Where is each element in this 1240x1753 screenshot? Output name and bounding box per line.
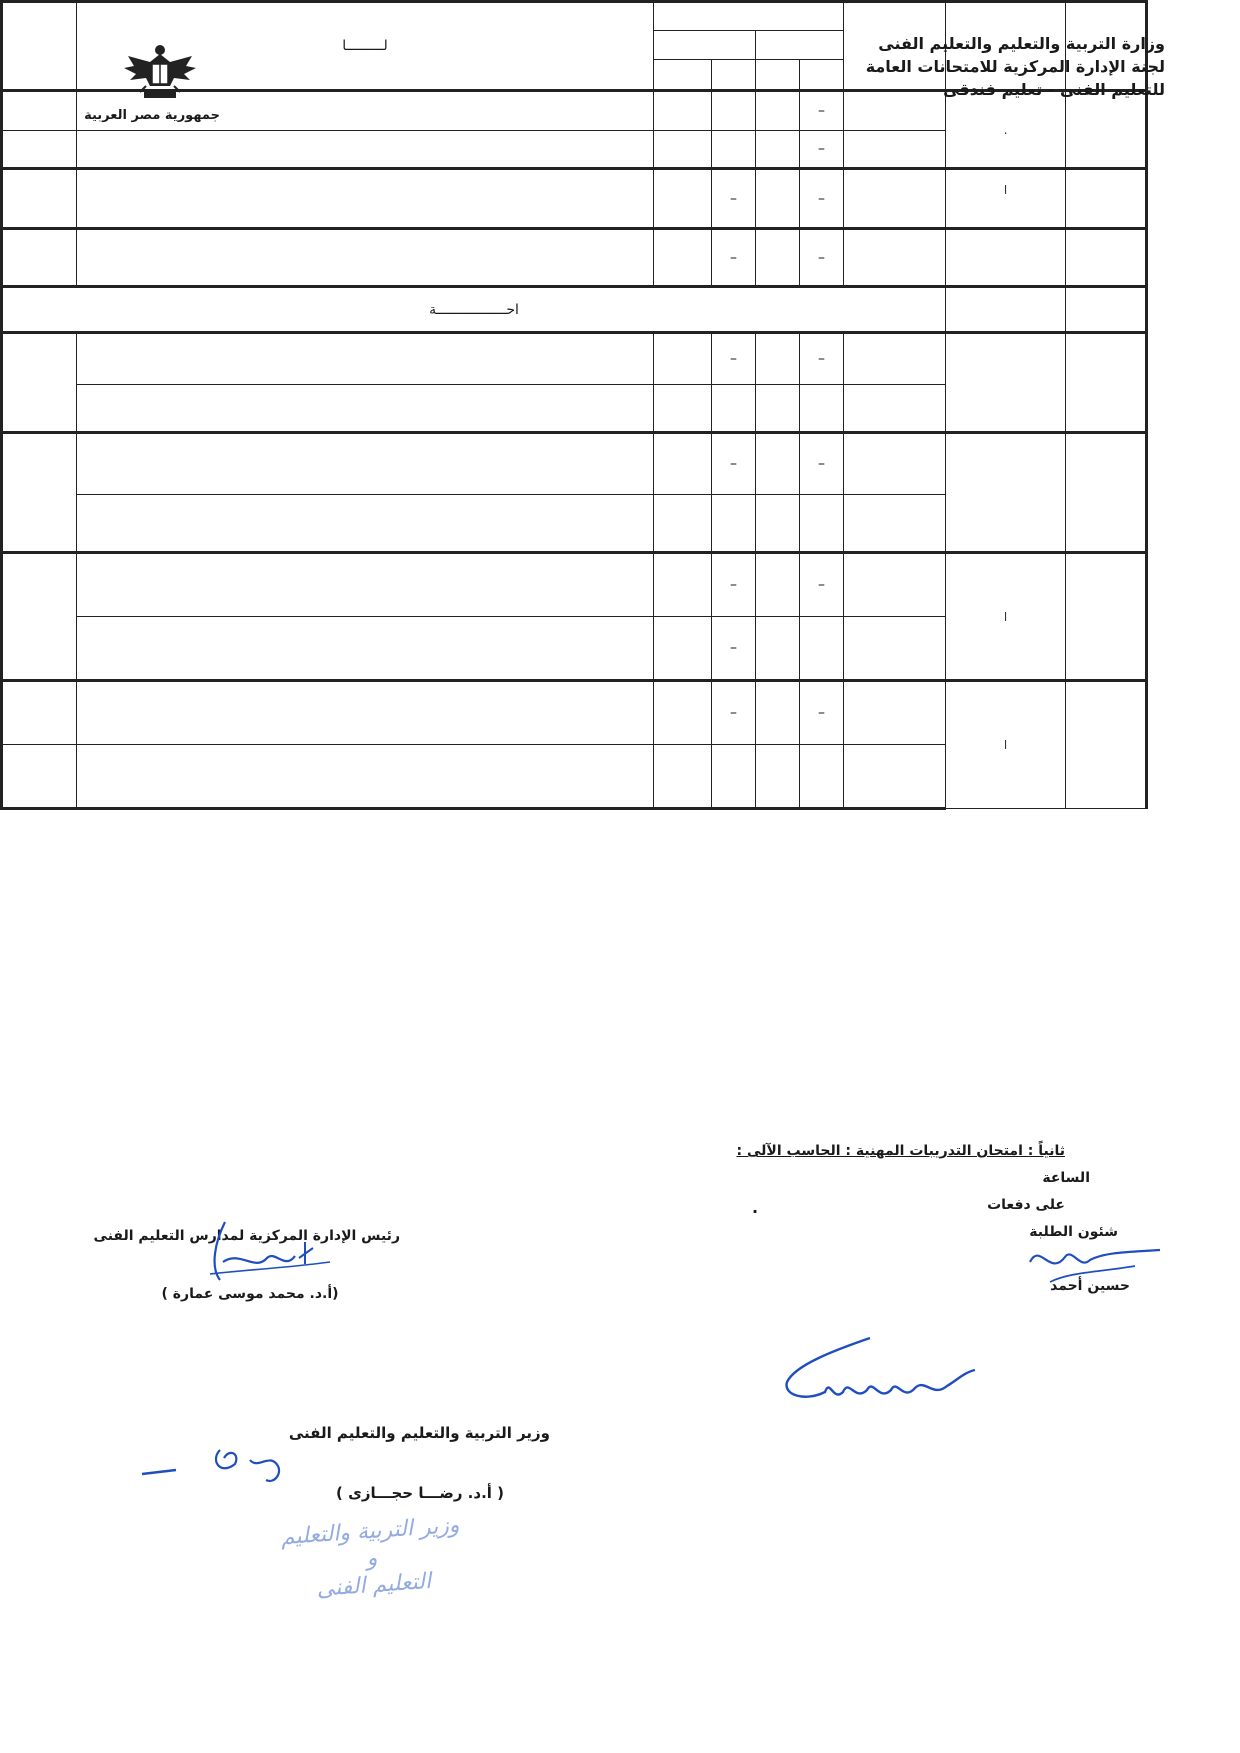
row-mark: ا xyxy=(1003,738,1008,752)
time-cell xyxy=(654,617,712,681)
time-cell xyxy=(756,333,800,385)
time-cell xyxy=(654,333,712,385)
time-cell xyxy=(712,495,756,553)
stamp-line: التعليم الفنى xyxy=(315,1568,432,1602)
time-cell xyxy=(654,229,712,287)
break-label-cell xyxy=(2,287,946,333)
time-cell xyxy=(654,745,712,809)
header-cell xyxy=(654,60,712,91)
dash-mark: – xyxy=(730,640,737,656)
time-cell xyxy=(654,385,712,433)
time-cell xyxy=(654,433,712,495)
header-cell-to xyxy=(654,31,756,60)
row-mark: ا xyxy=(1003,609,1008,624)
duration-cell xyxy=(844,433,946,495)
time-cell xyxy=(800,433,844,495)
letterhead xyxy=(835,32,1165,101)
time-cell xyxy=(800,385,844,433)
time-cell xyxy=(756,681,800,745)
time-cell xyxy=(800,745,844,809)
student-affairs-label: شئون الطلبة xyxy=(1029,1224,1118,1240)
date-cell xyxy=(946,553,1066,681)
time-cell xyxy=(712,745,756,809)
table-row xyxy=(2,229,1147,287)
subject-cell xyxy=(77,745,654,809)
table-row xyxy=(2,553,1147,617)
row-number-cell xyxy=(2,745,77,809)
hours-label: الساعة xyxy=(1042,1170,1090,1186)
time-cell xyxy=(712,131,756,169)
central-head-signature xyxy=(195,1212,345,1292)
row-mark: ا xyxy=(1003,183,1008,197)
time-cell xyxy=(654,681,712,745)
break-row xyxy=(2,287,1147,333)
date-cell xyxy=(946,287,1066,333)
time-cell xyxy=(800,131,844,169)
time-cell xyxy=(756,617,800,681)
header-cell xyxy=(756,60,800,91)
day-cell xyxy=(1066,433,1147,553)
day-cell xyxy=(1066,169,1147,229)
row-number-cell xyxy=(2,681,77,745)
time-cell xyxy=(800,553,844,617)
central-head-title: رئيس الإدارة المركزية لمدارس التعليم الفنى xyxy=(93,1228,400,1244)
time-cell xyxy=(756,91,800,131)
eagle-emblem xyxy=(84,42,220,123)
dash-mark: – xyxy=(818,705,825,721)
break-label: احـــــــــــــــــة xyxy=(429,301,519,318)
time-cell xyxy=(712,433,756,495)
time-cell xyxy=(756,131,800,169)
date-cell xyxy=(946,681,1066,809)
central-head-name: (أ.د. محمد موسى عمارة ) xyxy=(161,1286,339,1302)
time-cell xyxy=(654,131,712,169)
time-cell xyxy=(712,333,756,385)
duration-cell xyxy=(844,495,946,553)
row-number-cell xyxy=(2,169,77,229)
time-cell xyxy=(800,617,844,681)
stamp-line: وزير التربية والتعليم xyxy=(279,1512,461,1551)
row-number-cell xyxy=(2,553,77,681)
time-cell xyxy=(756,745,800,809)
row-number-cell xyxy=(2,433,77,553)
day-cell xyxy=(1066,287,1147,333)
time-cell xyxy=(712,169,756,229)
time-cell xyxy=(712,91,756,131)
minister-name: ( أ.د. رضـــا حجـــازى ) xyxy=(336,1484,504,1502)
dash-mark: – xyxy=(818,351,825,367)
emblem-caption: جمهورية مصر العربية xyxy=(84,108,220,123)
day-cell xyxy=(1066,91,1147,169)
row-mark: . xyxy=(1003,122,1008,137)
date-cell xyxy=(946,91,1066,169)
dot-mark: . xyxy=(752,1198,759,1217)
time-cell xyxy=(800,495,844,553)
time-cell xyxy=(712,681,756,745)
date-cell xyxy=(946,333,1066,433)
header-cell-number xyxy=(2,2,77,91)
duration-cell xyxy=(844,681,946,745)
header-cell-time xyxy=(654,2,844,31)
section-two-title-text: ثانياً : امتحان التدريبات المهنية : الحاسب الآلى : xyxy=(736,1143,1065,1159)
subject-cell xyxy=(77,495,654,553)
table-row xyxy=(2,333,1147,385)
day-cell xyxy=(1066,229,1147,287)
large-signature xyxy=(775,1330,995,1425)
duration-cell xyxy=(844,229,946,287)
dash-mark: – xyxy=(818,141,825,157)
duration-cell xyxy=(844,333,946,385)
dash-mark: – xyxy=(730,190,737,207)
time-cell xyxy=(712,385,756,433)
time-cell xyxy=(756,229,800,287)
subject-cell xyxy=(77,131,654,169)
subject-cell xyxy=(77,333,654,385)
day-cell xyxy=(1066,553,1147,681)
dash-mark: – xyxy=(730,456,737,472)
committee-name: لجنة الإدارة المركزية للامتحانات العامة xyxy=(865,57,1165,76)
table-row xyxy=(2,681,1147,745)
dash-mark: – xyxy=(730,705,737,721)
header-cell xyxy=(712,60,756,91)
date-cell xyxy=(946,229,1066,287)
duration-cell xyxy=(844,553,946,617)
time-cell xyxy=(756,169,800,229)
subject-cell xyxy=(77,553,654,617)
minister-stamp xyxy=(259,1504,485,1613)
time-cell xyxy=(712,229,756,287)
subject-cell xyxy=(77,229,654,287)
row-number-cell xyxy=(2,91,77,131)
minister-signature xyxy=(140,1440,300,1495)
time-cell xyxy=(800,229,844,287)
time-cell xyxy=(800,333,844,385)
time-cell xyxy=(654,495,712,553)
row-number-cell xyxy=(2,131,77,169)
day-cell xyxy=(1066,333,1147,433)
subject-cell xyxy=(77,617,654,681)
header-cell-from xyxy=(756,31,844,60)
subject-cell xyxy=(77,385,654,433)
duration-cell xyxy=(844,745,946,809)
time-cell xyxy=(654,169,712,229)
time-cell xyxy=(800,169,844,229)
dash-mark: – xyxy=(730,577,737,593)
batches-label: على دفعات xyxy=(987,1197,1065,1213)
stamp-line: و xyxy=(365,1545,379,1572)
time-cell xyxy=(756,495,800,553)
eagle-icon xyxy=(120,42,200,104)
row-number-cell xyxy=(2,229,77,287)
minister-title: وزير التربية والتعليم والتعليم الفنى xyxy=(288,1424,550,1442)
header-label: لـــــــــا xyxy=(342,38,388,54)
table-row xyxy=(2,433,1147,495)
duration-cell xyxy=(844,169,946,229)
branch-name: للتعليم الفنى - تعليم فندقى xyxy=(943,80,1165,99)
dash-mark: – xyxy=(730,249,737,266)
duration-cell xyxy=(844,385,946,433)
subject-cell xyxy=(77,433,654,495)
duration-cell xyxy=(844,131,946,169)
day-cell xyxy=(1066,681,1147,809)
time-cell xyxy=(756,385,800,433)
dash-mark: – xyxy=(818,190,825,207)
subject-cell xyxy=(77,169,654,229)
dash-mark: – xyxy=(818,103,825,119)
dash-mark: – xyxy=(818,249,825,266)
time-cell xyxy=(712,553,756,617)
time-cell xyxy=(654,553,712,617)
affairs-signature xyxy=(1010,1222,1170,1292)
date-cell xyxy=(946,433,1066,553)
ministry-name: وزارة التربية والتعليم والتعليم الفنى xyxy=(878,34,1165,53)
subject-cell xyxy=(77,681,654,745)
date-cell xyxy=(946,169,1066,229)
duration-cell xyxy=(844,617,946,681)
dash-mark: – xyxy=(818,577,825,593)
time-cell xyxy=(756,553,800,617)
student-affairs-name: حسين أحمد xyxy=(1050,1278,1130,1294)
time-cell xyxy=(800,681,844,745)
time-cell xyxy=(756,433,800,495)
time-cell xyxy=(712,617,756,681)
table-row xyxy=(2,169,1147,229)
row-number-cell xyxy=(2,333,77,433)
section-two-title xyxy=(737,1143,1065,1159)
time-cell xyxy=(654,91,712,131)
dash-mark: – xyxy=(730,351,737,367)
dash-mark: – xyxy=(818,456,825,472)
